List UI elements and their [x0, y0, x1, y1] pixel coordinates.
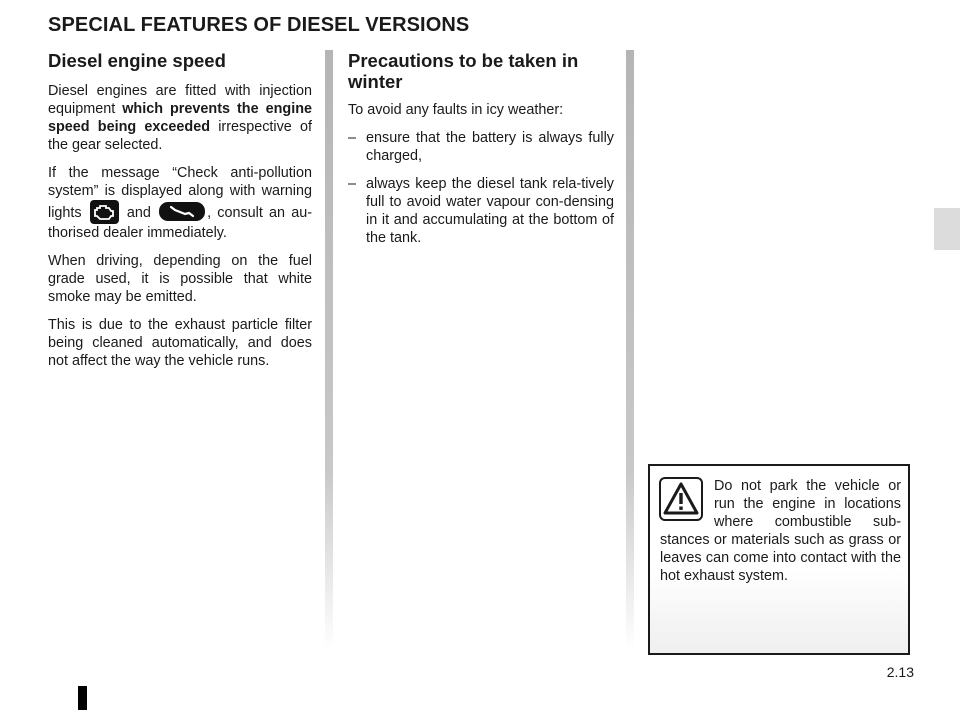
- paragraph-injection: [48, 82, 312, 154]
- list-dash: –: [348, 130, 357, 146]
- text-run: If the message “Check anti-pollution system” is displayed along with warning lights: [48, 165, 312, 221]
- bold-text-run: which prevents the engine speed being exceeded: [48, 101, 312, 135]
- list-dash: –: [348, 176, 357, 192]
- warning-box: [648, 464, 910, 655]
- paragraph-warning-lights: [48, 164, 312, 242]
- paragraph-particle-filter: This is due to the exhaust particle filter being cleaned automatically, and does not affect the way the vehicle runs.: [48, 317, 312, 369]
- section-heading-winter: Precautions to be taken in winter: [348, 50, 579, 92]
- precautions-list: [348, 129, 614, 247]
- warning-text: [660, 477, 901, 585]
- text-run: and: [120, 205, 158, 221]
- icon-spacer: [660, 477, 714, 531]
- corner-mark: [78, 686, 87, 710]
- paragraph-intro: To avoid any faults in icy weather:: [348, 102, 564, 118]
- list-item: [348, 175, 614, 247]
- list-item-text: always keep the diesel tank rela-tively full to avoid water vapour con-densing in it and accumulating at the bottom of the tank.: [366, 176, 614, 246]
- text-run: irrespective of the gear selected.: [48, 119, 313, 153]
- wrench-service-icon: [159, 202, 205, 221]
- chapter-tab: [934, 208, 960, 250]
- winter-precautions-section: [348, 50, 614, 257]
- list-item-text: ensure that the battery is always fully charged,: [366, 130, 614, 164]
- paragraph-white-smoke: When driving, depending on the fuel grade used, it is possible that white smoke may be emitted.: [48, 253, 312, 305]
- page-title: SPECIAL FEATURES OF DIESEL VERSIONS: [48, 14, 470, 36]
- diesel-engine-speed-section: [48, 50, 312, 380]
- engine-warning-icon: [90, 200, 119, 224]
- warning-text-content: Do not park the vehicle or run the engine in locations where combustible sub-stances or materials such as grass or leaves can come into contact with the hot exhaust system.: [660, 478, 901, 584]
- text-run: Diesel engines are fitted with injection equipment: [48, 83, 312, 117]
- section-heading-diesel-engine-speed: Diesel engine speed: [48, 50, 226, 71]
- list-item: [348, 129, 614, 165]
- text-run: , consult an au-thorised dealer immediately.: [48, 205, 312, 241]
- page-number: 2.13: [886, 664, 914, 680]
- column-divider: [626, 50, 634, 650]
- column-divider: [325, 50, 333, 650]
